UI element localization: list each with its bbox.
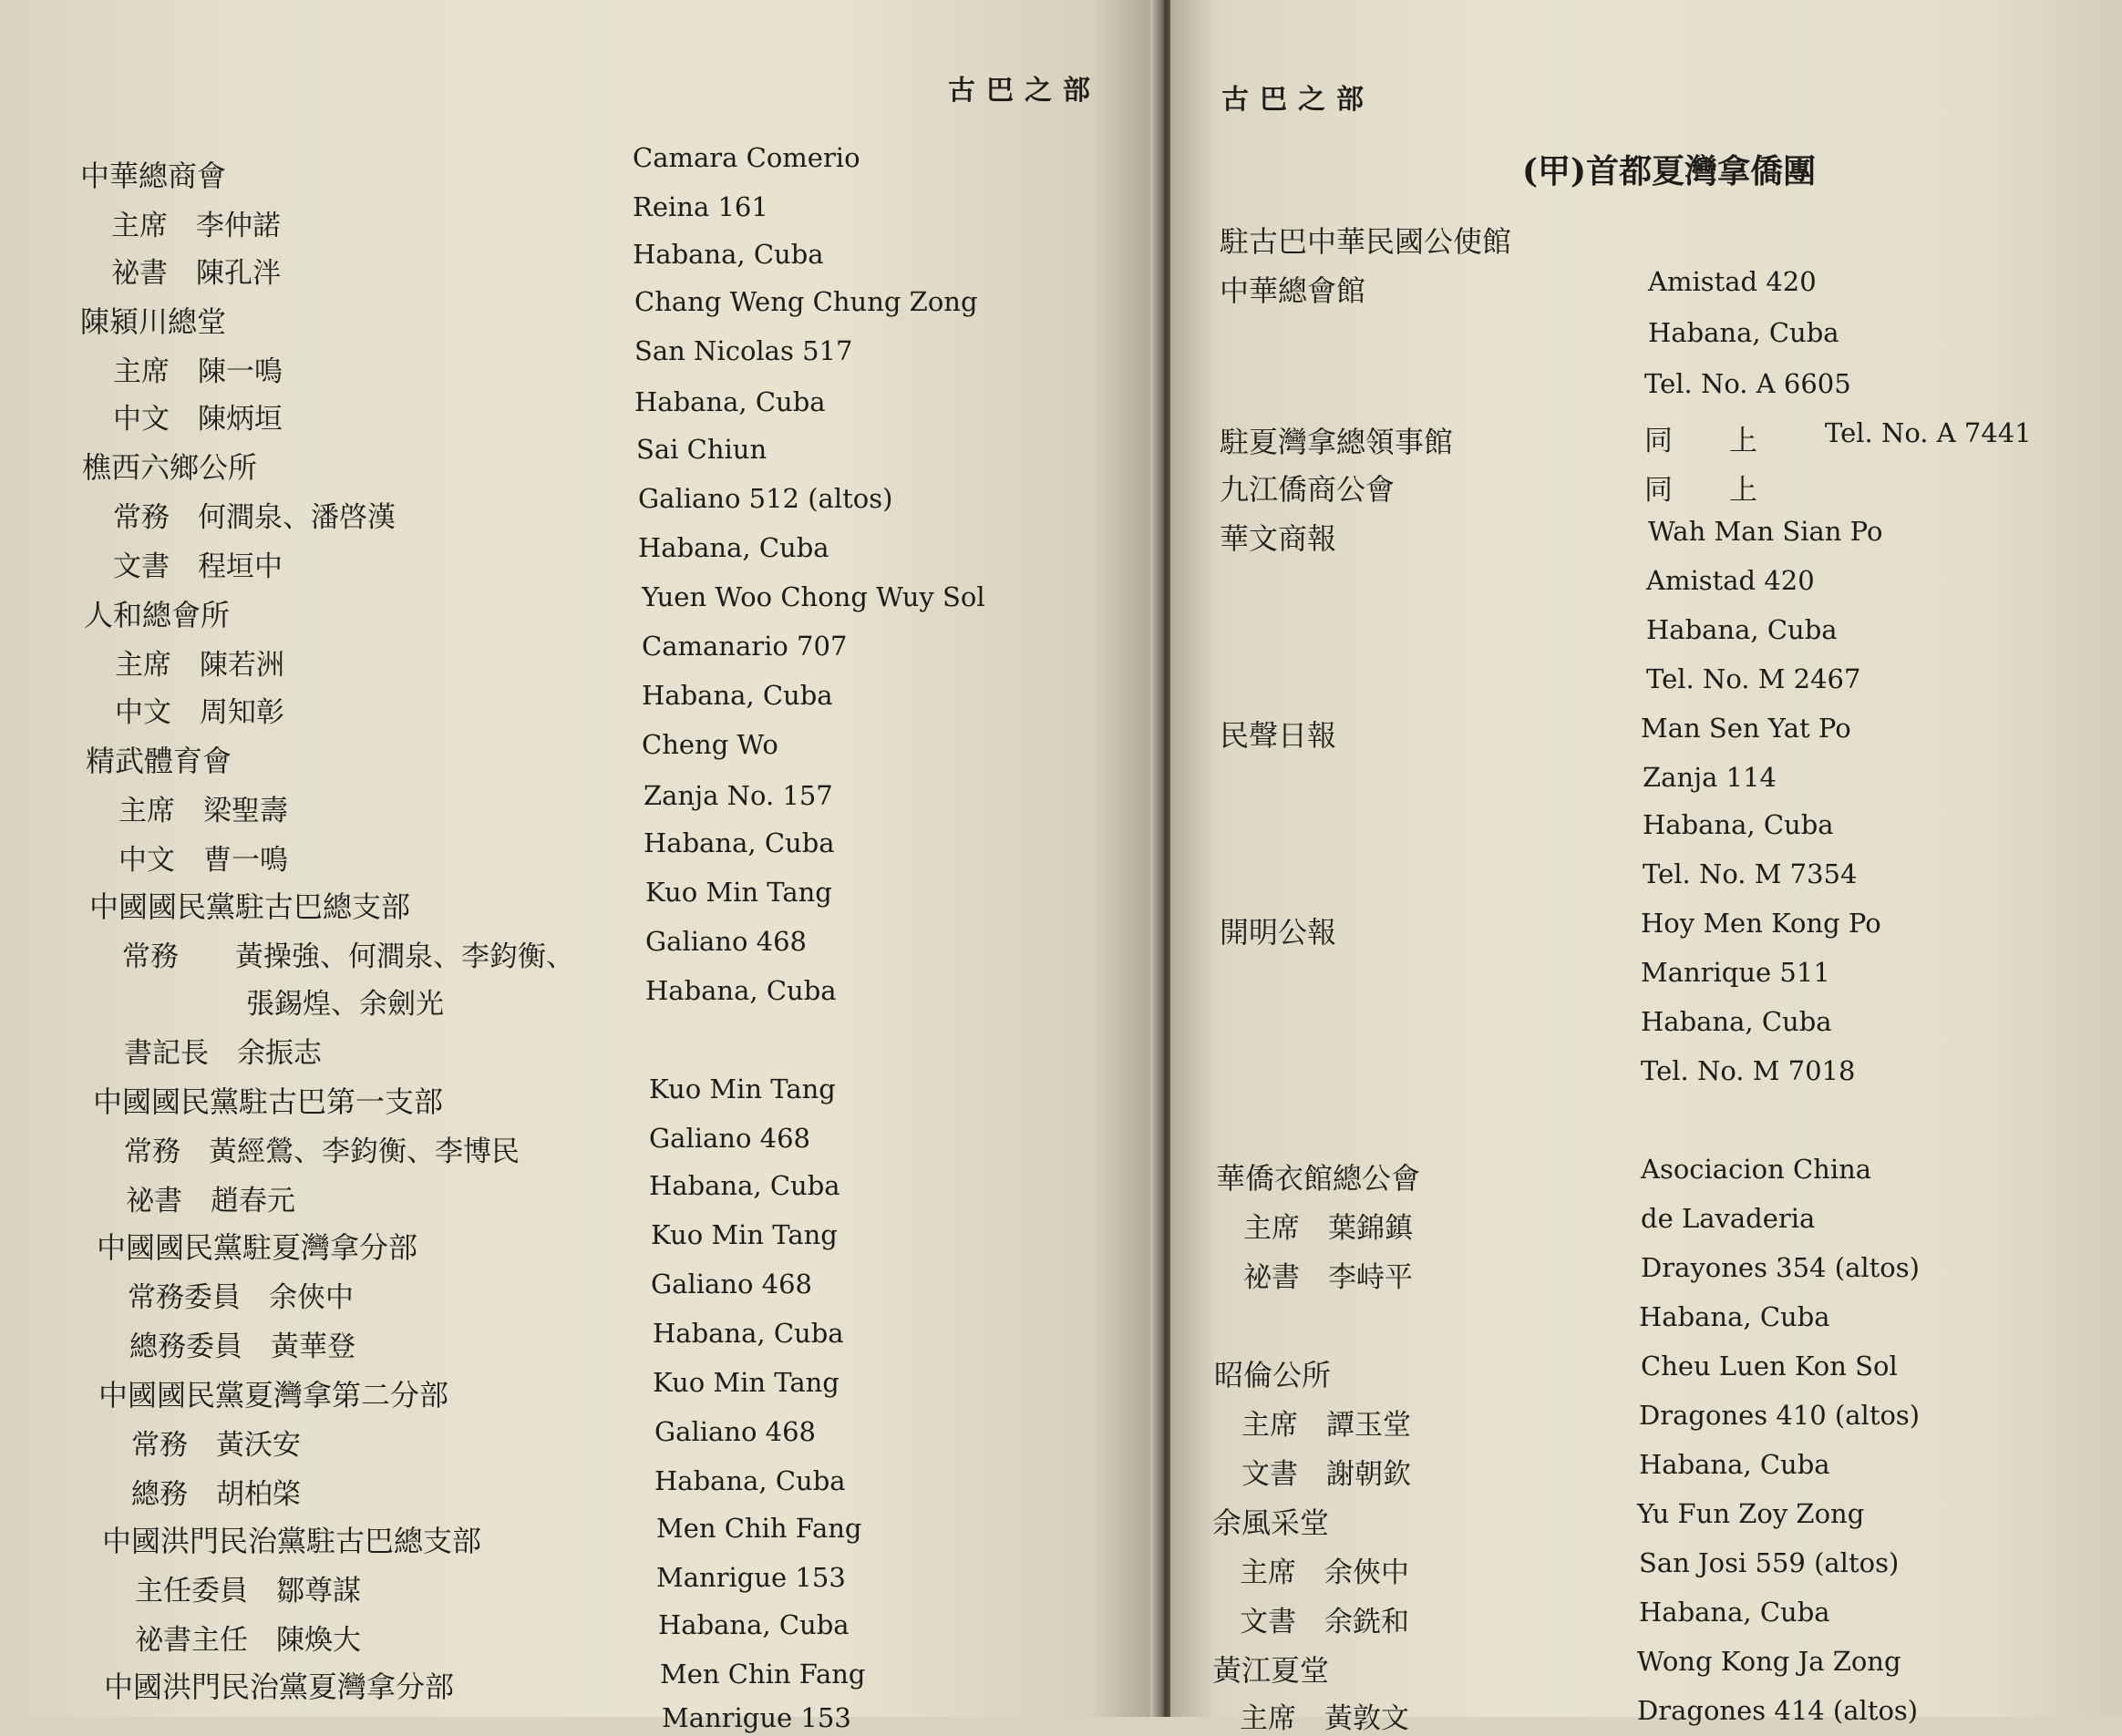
officer-line: 書記長 余振志 [124, 1037, 322, 1070]
address-line: 同 上 [1644, 474, 1757, 507]
officer-line: 張錫煌、余劍光 [246, 988, 444, 1021]
officer-line: 總務委員 黃華登 [129, 1330, 355, 1363]
org-name: 精武體育會 [86, 744, 232, 778]
address-line: Habana, Cuba [644, 827, 835, 858]
address-line: Zanja 114 [1643, 762, 1777, 793]
org-name: 昭倫公所 [1214, 1358, 1332, 1392]
address-line: Asociacion China [1641, 1154, 1872, 1185]
address-line: San Nicolas 517 [634, 335, 853, 366]
address-line: Habana, Cuba [638, 532, 829, 563]
officer-line: 中文 曹一鳴 [118, 844, 288, 877]
org-name: 中國洪門民治黨夏灣拿分部 [104, 1669, 455, 1704]
address-line: Wah Man Sian Po [1648, 516, 1883, 547]
officer-line: 常務委員 余俠中 [128, 1281, 354, 1314]
left-page-header: 古巴之部 [948, 75, 1101, 107]
address-line: Drayones 354 (altos) [1641, 1252, 1920, 1283]
address-line: Habana, Cuba [653, 1318, 844, 1349]
officer-line: 文書 余銑和 [1240, 1606, 1409, 1638]
address-line: Habana, Cuba [634, 386, 826, 417]
address-line: Habana, Cuba [1646, 614, 1838, 645]
address-line: San Josi 559 (altos) [1639, 1547, 1900, 1578]
address-line: Galiano 512 (altos) [638, 483, 893, 514]
address-line: Sai Chiun [636, 434, 767, 465]
address-line: Habana, Cuba [633, 239, 824, 270]
org-name: 中國洪門民治黨駐古巴總支部 [102, 1524, 482, 1558]
org-name: 中國國民黨夏灣拿第二分部 [98, 1378, 449, 1412]
section-title: (甲)首都夏灣拿僑團 [1522, 152, 1817, 190]
address-line: Dragones 414 (altos) [1637, 1695, 1919, 1726]
address-line: Manrique 511 [1641, 957, 1830, 988]
org-name: 陳潁川總堂 [80, 304, 227, 339]
address-line: Man Sen Yat Po [1641, 713, 1851, 744]
address-line: Habana, Cuba [654, 1465, 846, 1496]
address-line: Habana, Cuba [1639, 1301, 1830, 1332]
officer-line: 主席 陳一鳴 [113, 355, 283, 388]
officer-line: 文書 謝朝欽 [1241, 1458, 1411, 1491]
org-name: 人和總會所 [84, 598, 231, 632]
officer-line: 常務 黃經鶯、李鈞衡、李博民 [124, 1135, 520, 1168]
address-line: Habana, Cuba [1643, 809, 1834, 840]
address-line: Camanario 707 [642, 631, 848, 662]
org-name: 駐古巴中華民國公使館 [1220, 224, 1512, 259]
officer-line: 中文 陳炳垣 [113, 403, 283, 436]
address-line: Chang Weng Chung Zong [634, 286, 978, 317]
org-name: 九江僑商公會 [1220, 472, 1396, 507]
address-line: Manrigue 153 [656, 1562, 846, 1593]
org-name: 黃江夏堂 [1212, 1653, 1330, 1688]
address-line: Cheng Wo [642, 729, 778, 760]
org-name: 華僑衣館總公會 [1216, 1161, 1421, 1196]
address-line: Hoy Men Kong Po [1641, 908, 1881, 939]
address-line: Manrigue 153 [662, 1702, 851, 1733]
address-line: Habana, Cuba [1639, 1597, 1830, 1628]
org-name: 華文商報 [1220, 521, 1337, 556]
officer-line: 總務 胡柏棨 [131, 1478, 301, 1511]
address-line: Tel. No. M 7354 [1643, 858, 1858, 889]
officer-line: 祕書主任 陳煥大 [135, 1624, 361, 1657]
address-line: Dragones 410 (altos) [1639, 1400, 1921, 1431]
address-line: Habana, Cuba [658, 1609, 850, 1640]
right-page-header: 古巴之部 [1221, 84, 1375, 116]
address-line: Men Chin Fang [660, 1659, 866, 1690]
officer-line: 主席 陳若洲 [115, 649, 284, 682]
address-line: Galiano 468 [649, 1123, 811, 1154]
org-name: 開明公報 [1220, 915, 1337, 950]
address-line: Galiano 468 [654, 1416, 817, 1447]
address-line: Galiano 468 [651, 1269, 813, 1299]
address-line: Habana, Cuba [1639, 1449, 1830, 1480]
officer-line: 常務 何澗泉、潘啓漢 [113, 501, 396, 534]
address-line: Kuo Min Tang [649, 1073, 836, 1104]
address-line: de Lavaderia [1641, 1203, 1816, 1234]
address-line: Habana, Cuba [645, 975, 837, 1006]
address-line: Cheu Luen Kon Sol [1641, 1351, 1898, 1382]
officer-line: 主席 梁聖壽 [118, 795, 288, 827]
address-line: Yuen Woo Chong Wuy Sol [642, 581, 985, 612]
org-name: 駐夏灣拿總領事館 [1220, 425, 1454, 459]
address-line: Galiano 468 [645, 926, 808, 957]
address-line: Zanja No. 157 [644, 780, 833, 811]
officer-line: 主席 葉錦鎮 [1243, 1212, 1413, 1245]
officer-line: 常務 黃操強、何澗泉、李鈞衡、 [122, 940, 574, 973]
right-page [1170, 0, 2122, 1735]
officer-line: 主任委員 鄒尊謀 [135, 1575, 361, 1608]
officer-line: 文書 程垣中 [113, 550, 283, 583]
address-line: Kuo Min Tang [645, 877, 832, 908]
address-line: Habana, Cuba [1648, 317, 1839, 348]
address-line: Tel. No. A 6605 [1644, 368, 1851, 399]
address-line: 同 上 [1644, 425, 1757, 457]
officer-line: 中文 周知彰 [115, 696, 284, 729]
org-name: 民聲日報 [1220, 718, 1337, 753]
address-line: Habana, Cuba [642, 680, 833, 711]
address-line: Wong Kong Ja Zong [1637, 1646, 1901, 1677]
address-line: Habana, Cuba [1641, 1006, 1832, 1037]
officer-line: 主席 黃敦文 [1240, 1702, 1409, 1735]
address-line: Tel. No. A 7441 [1825, 417, 2032, 448]
org-name: 中國國民黨駐夏灣拿分部 [97, 1230, 418, 1265]
address-line: Amistad 420 [1648, 266, 1817, 297]
org-name: 中華總商會 [80, 159, 227, 193]
address-line: Tel. No. M 7018 [1641, 1055, 1856, 1086]
address-line: Camara Comerio [633, 142, 860, 173]
officer-line: 主席 李仲諾 [111, 210, 281, 242]
address-line: Kuo Min Tang [653, 1367, 840, 1398]
address-line: Habana, Cuba [649, 1170, 840, 1201]
org-name: 中華總會館 [1220, 273, 1366, 308]
officer-line: 常務 黃沃安 [131, 1429, 301, 1462]
address-line: Tel. No. M 2467 [1646, 663, 1861, 694]
officer-line: 祕書 趙春元 [126, 1185, 295, 1217]
officer-line: 主席 譚玉堂 [1241, 1409, 1411, 1442]
address-line: Yu Fun Zoy Zong [1637, 1498, 1865, 1529]
officer-line: 主席 余俠中 [1240, 1556, 1409, 1589]
org-name: 中國國民黨駐古巴第一支部 [93, 1084, 444, 1119]
org-name: 余風采堂 [1212, 1505, 1330, 1540]
address-line: Men Chih Fang [656, 1513, 862, 1544]
address-line: Reina 161 [633, 191, 768, 222]
org-name: 樵西六鄉公所 [82, 450, 258, 485]
officer-line: 祕書 陳孔泮 [111, 257, 281, 290]
address-line: Kuo Min Tang [651, 1219, 838, 1250]
org-name: 中國國民黨駐古巴總支部 [89, 889, 411, 924]
officer-line: 祕書 李峙平 [1243, 1261, 1413, 1294]
address-line: Amistad 420 [1646, 565, 1815, 596]
